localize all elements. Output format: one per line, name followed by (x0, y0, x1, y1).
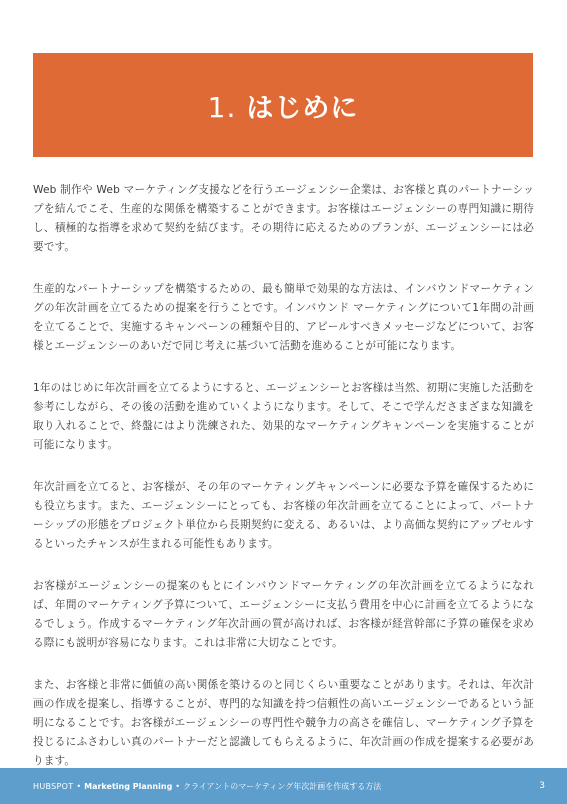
paragraph-4: 年次計画を立てると、お客様が、その年のマーケティングキャンペーンに必要な予算を確保するためにも役立ちます。また、エージェンシーにとっても、お客様の年次計画を立てることによって、パートナーシップの形態をプロジェクト単位から長期契約に変える、あるいは、より高価な契約にアップセルするといったチャンスが生まれる可能性もあります。 (33, 481, 534, 550)
paragraph-6: また、お客様と非常に価値の高い関係を築けるのと同じくらい重要なことがあります。それは、年次計画の作成を提案し、指導することが、専門的な知識を持つ信頼性の高いエージェンシーであるという証明になることです。お客様がエージェンシーの専門性や競争力の高さを確信し、マーケティング予算を投じるにふさわしい真のパートナーだと認識してもらえるように、年次計画の作成を提案する必要があります。 (33, 679, 534, 767)
body-content (33, 181, 534, 794)
footer-separator: • (76, 781, 82, 791)
footer-section: Marketing Planning (84, 781, 173, 791)
page-number: 3 (539, 781, 545, 791)
page-footer (0, 768, 567, 804)
paragraph-5: お客様がエージェンシーの提案のもとにインバウンドマーケティングの年次計画を立てるようになれば、年間のマーケティング予算について、エージェンシーに支払う費用を中心に計画を立てるようになるでしょう。作成するマーケティング年次計画の質が高ければ、お客様が経営幹部に予算の確保を求める際にも説明が容易になります。これは非常に大切なことです。 (33, 580, 534, 649)
page-title (208, 86, 359, 125)
paragraph-1: Web 制作や Web マーケティング支援などを行うエージェンシー企業は、お客様と真のパートナーシップを結んでこそ、生産的な関係を構築することができます。お客様はエージェンシーの専門知識に期待し、積極的な指導を求めて契約を結びます。その期待に応えるためのプランが、エージェンシーには必要です。 (33, 184, 534, 253)
footer-brand: HUBSPOT (33, 781, 74, 791)
paragraph-3: 1年のはじめに年次計画を立てるようにすると、エージェンシーとお客様は当然、初期に実施した活動を参考にしながら、その後の活動を進めていくようになります。そして、そこで学んださまざまな知識を取り入れることで、終盤にはより洗練された、効果的なマーケティングキャンペーンを実施することが可能になります。 (33, 382, 534, 451)
title-banner (33, 53, 533, 157)
paragraph-2: 生産的なパートナーシップを構築するための、最も簡単で効果的な方法は、インバウンドマーケティングの年次計画を立てるための提案を行うことです。インバウンド マーケティングについて1年間の計画を立てることで、実施するキャンペーンの種類や目的、アピールすべきメッセージなどについて、お客様とエージェンシーのあいだで同じ考えに基づいて活動を進めることが可能になります。 (33, 283, 534, 352)
section-number: 1. (207, 90, 237, 124)
footer-breadcrumb (33, 781, 539, 792)
footer-separator: • (175, 781, 181, 791)
section-title: はじめに (246, 92, 359, 124)
footer-doc-title: クライアントのマーケティング年次計画を作成する方法 (183, 781, 382, 791)
